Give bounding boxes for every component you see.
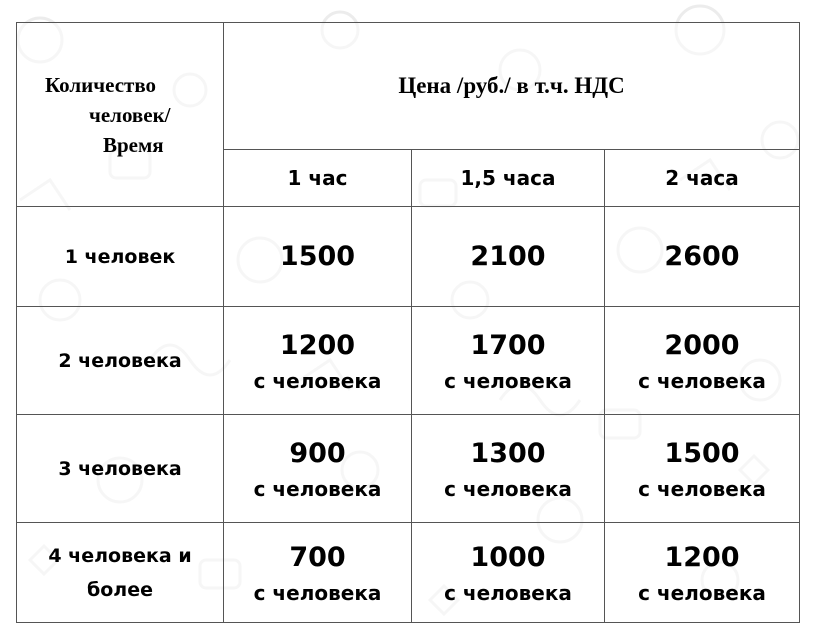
row-label-text: 4 человека и [48,544,192,567]
price-value: 1000 [470,541,546,573]
table-row [17,307,800,415]
per-person-note: с человека [638,476,766,501]
per-person-note: с человека [253,476,382,501]
price-cell [224,415,412,523]
row-label [17,307,224,415]
price-cell [224,307,412,415]
per-person-note: с человека [638,580,766,605]
price-value: 2600 [664,240,740,272]
row-label-text-line2: более [86,578,153,601]
per-person-note: с человека [444,476,572,501]
per-person-note: с человека [444,368,572,393]
time-header-1-5h: 1,5 часа [412,150,605,207]
table-row [17,523,800,623]
price-cell [412,523,605,623]
row-label-text: 1 человек [64,245,176,268]
row-label [17,523,224,623]
corner-header-line1: Количество [45,72,157,97]
price-cell [605,307,800,415]
price-value: 1200 [664,541,740,573]
price-value: 1500 [279,240,356,272]
price-value: 1200 [279,329,356,361]
price-header-cell [224,23,800,150]
price-value: 1500 [664,437,740,469]
row-label [17,207,224,307]
corner-header-cell [17,23,224,207]
time-header-1h: 1 час [224,150,412,207]
price-cell [412,207,605,307]
table-row [17,207,800,307]
table-row [17,415,800,523]
price-table [16,22,800,623]
price-cell [412,307,605,415]
corner-header-line2: человек/ [89,102,171,127]
price-header: Цена /руб./ в т.ч. НДС [398,73,625,98]
price-cell [605,415,800,523]
row-label [17,415,224,523]
time-header-2h: 2 часа [605,150,800,207]
per-person-note: с человека [253,580,382,605]
per-person-note: с человека [444,580,572,605]
price-value: 900 [289,437,346,469]
price-cell [224,523,412,623]
price-cell [224,207,412,307]
price-value: 2100 [470,240,546,272]
row-label-text: 2 человека [58,349,182,372]
price-value: 1300 [470,437,546,469]
price-cell [605,523,800,623]
per-person-note: с человека [638,368,766,393]
price-value: 700 [289,541,346,573]
row-label-text: 3 человека [58,457,182,480]
corner-header-line3: Время [103,132,164,157]
header-row [17,23,800,150]
price-cell [412,415,605,523]
price-value: 1700 [470,329,546,361]
per-person-note: с человека [253,368,382,393]
price-value: 2000 [664,329,740,361]
price-cell [605,207,800,307]
